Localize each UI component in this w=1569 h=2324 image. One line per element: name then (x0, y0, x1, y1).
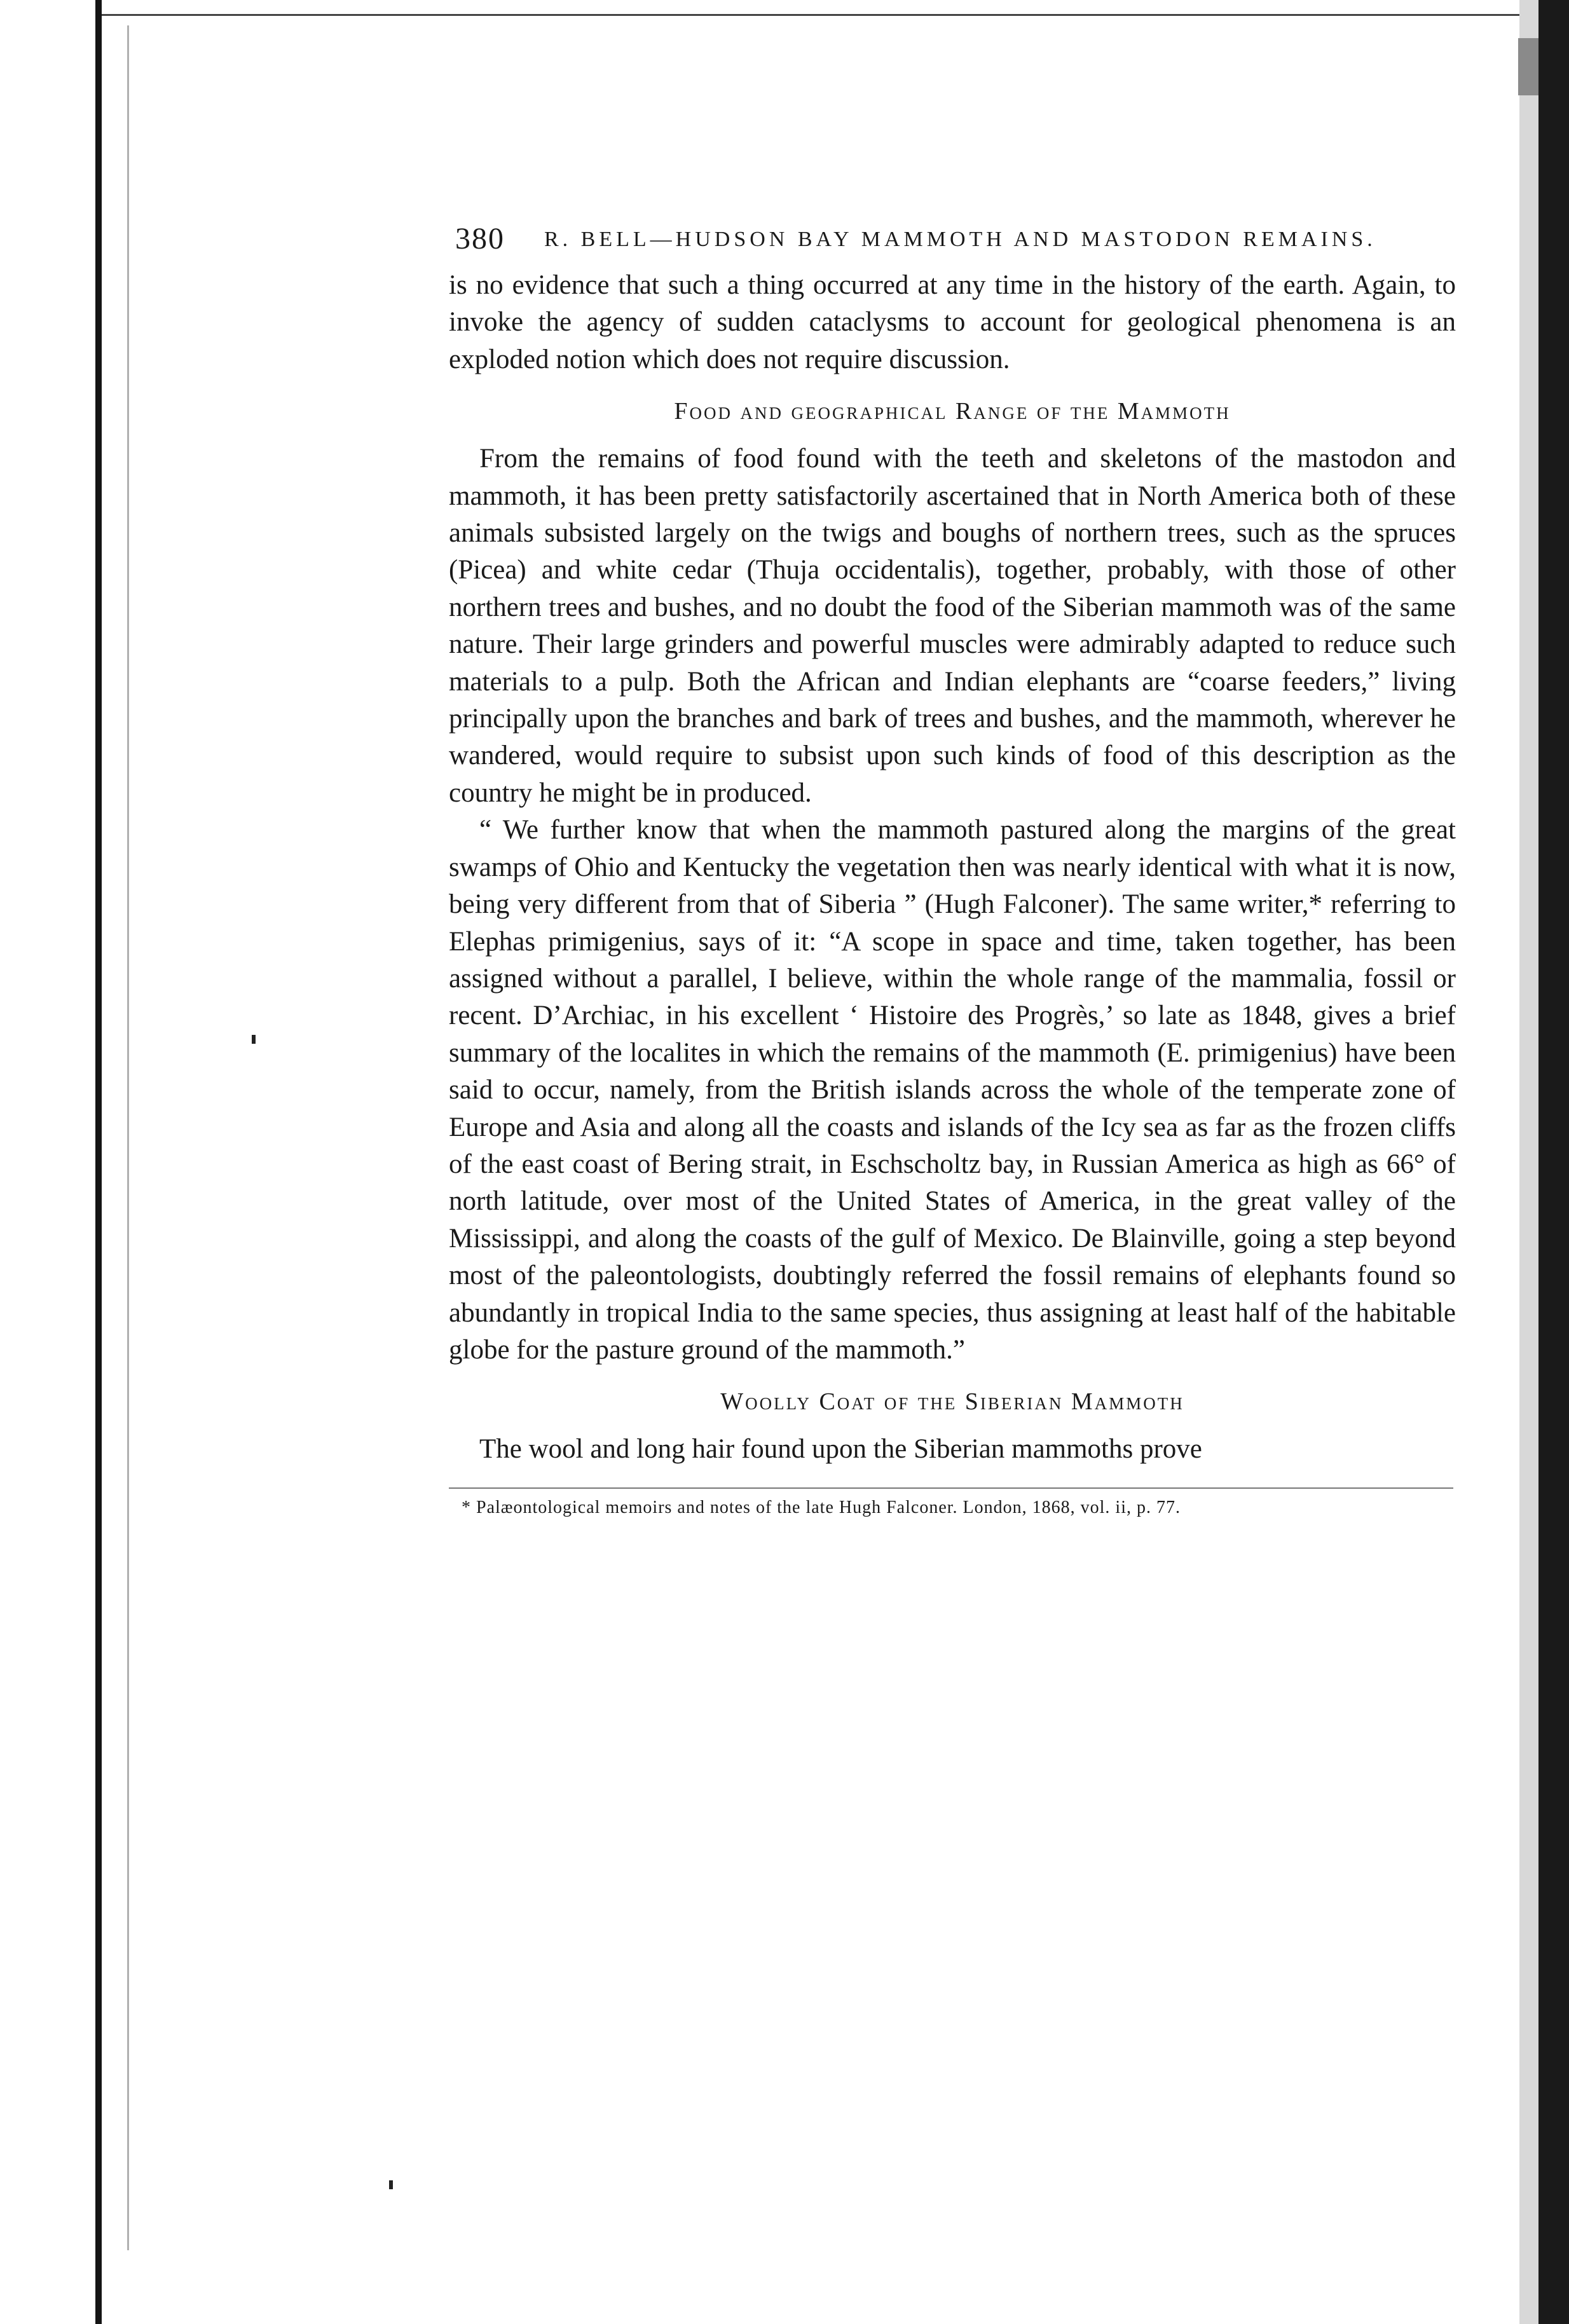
section-heading-food-range: Food and geographical Range of the Mammoth (674, 398, 1231, 425)
running-title: R. BELL—HUDSON BAY MAMMOTH AND MASTODON REMAINS. (544, 228, 1376, 251)
scan-artifact (1518, 38, 1538, 95)
footnote: * Palæontological memoirs and notes of the late Hugh Falconer. London, 1868, vol. ii, p. 77. (462, 1497, 1181, 1517)
scan-speck (252, 1035, 256, 1044)
scan-page-edge (127, 25, 129, 2250)
paragraph-1: is no evidence that such a thing occurred at any time in the history of the earth. Again, to invoke the agency of sudden cataclysms to account for geological phenomena is an exploded notion which does not require discussion. (449, 270, 1456, 374)
section-heading-woolly-coat: Woolly Coat of the Siberian Mammoth (720, 1388, 1184, 1416)
scan-top-edge (102, 14, 1526, 16)
paragraph-4: The wool and long hair found upon the Siberian mammoths prove (479, 1434, 1202, 1465)
document-page (449, 216, 1456, 1518)
running-head (449, 216, 1456, 267)
scan-shadow-left (95, 0, 102, 2324)
page-number: 380 (455, 222, 505, 256)
scan-shadow-right (1519, 0, 1538, 2324)
scan-margin-left (0, 0, 102, 2324)
footnote-rule (449, 1487, 1453, 1489)
scan-margin-right (1538, 0, 1569, 2324)
scan-speck (389, 2180, 393, 2189)
paragraph-3: “ We further know that when the mammoth pastured along the margins of the great swamps of Ohio and Kentucky the vegetation then was nearly identical with what it is now, being very different from that of Siberia ” (Hugh Falconer). The same writer,* referring to Elephas primigenius, says of it: “A scope in space and time, taken together, has been assigned without a parallel, I believe, within the whole range of the mammalia, fossil or recent. D’Archiac, in his excellent ‘ Histoire des Progrès,’ so late as 1848, gives a brief summary of the localites in which the remains of the mammoth (E. primigenius) have been said to occur, namely, from the British islands across the whole of the temperate zone of Europe and Asia and along all the coasts and islands of the Icy sea as far as the frozen cliffs of the east coast of Bering strait, in Eschscholtz bay, in Russian America as high as 66° of north latitude, over most of the United States of America, in the great valley of the Mississippi, and along the coasts of the gulf of Mexico. De Blainville, going a step beyond most of the paleontologists, doubtingly referred the fossil remains of elephants found so abundantly in tropical India to the same species, thus assigning at least half of the habitable globe for the pasture ground of the mammoth.” (449, 815, 1456, 1365)
paragraph-2: From the remains of food found with the teeth and skeletons of the mastodon and mammoth, it has been pretty satisfactorily ascertained that in North America both of these animals subsisted largely on the twigs and boughs of northern trees, such as the spruces (Picea) and white cedar (Thuja occidentalis), together, probably, with those of other northern trees and bushes, and no doubt the food of the Siberian mammoth was of the same nature. Their large grinders and powerful muscles were admirably adapted to reduce such materials to a pulp. Both the African and Indian elephants are “coarse feeders,” living principally upon the branches and bark of trees and bushes, and the mammoth, wherever he wandered, would require to subsist upon such kinds of food of this description as the country he might be in produced. (449, 444, 1456, 808)
